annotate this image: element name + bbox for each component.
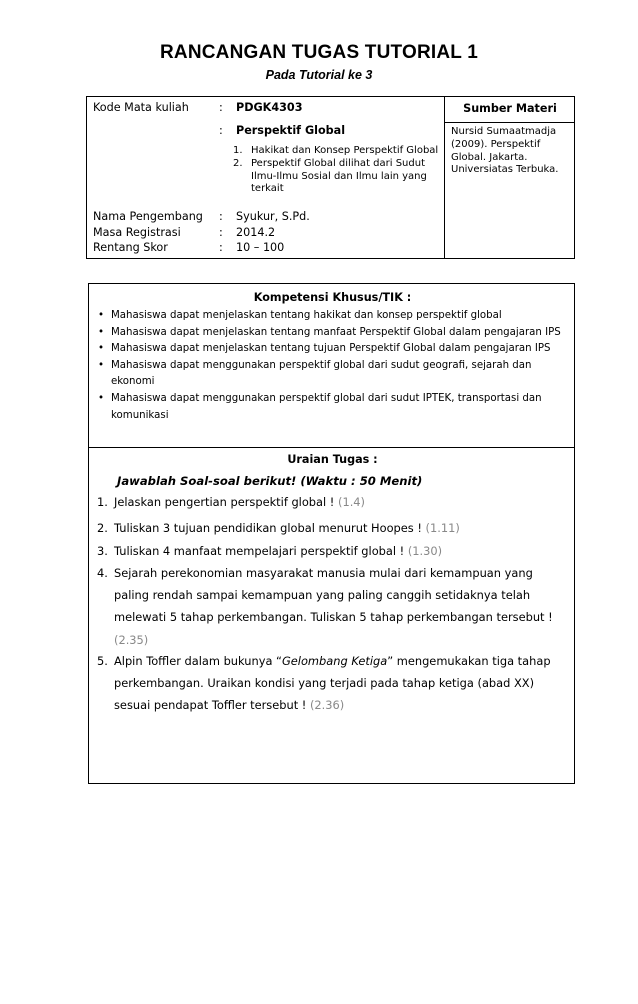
topic-value: Perspektif Global (236, 124, 346, 137)
question-item (97, 562, 567, 651)
topic-text: Perspektif Global dilihat dari Sudut Ilmu-Ilmu Sosial dan Ilmu lain yang terkait (251, 158, 427, 195)
list-item (97, 358, 572, 391)
document-subtitle: Pada Tutorial ke 3 (265, 68, 373, 82)
kompetensi-text: Mahasiswa dapat menggunakan perspektif global dari sudut geografi, sejarah dan ekonomi (111, 359, 532, 388)
kode-label: Kode Mata kuliah (93, 101, 189, 114)
question-number: 1. (97, 495, 108, 509)
kompetensi-text: Mahasiswa dapat menjelaskan tentang manfaat Perspektif Global dalam pengajaran IPS (111, 326, 561, 338)
question-ref: (2.36) (309, 698, 345, 713)
colon: : (219, 210, 223, 223)
instruction: Jawablah Soal-soal berikut! (Waktu : 50 Menit) (117, 474, 423, 488)
book-title: Gelombang Ketiga (281, 654, 388, 668)
kompetensi-heading: Kompetensi Khusus/TIK : (253, 291, 412, 304)
question-text: ” mengemukakan tiga tahap perkembangan. Uraikan kondisi yang terjadi pada tahap ketiga (abad XX) sesuai pendapat Toffler tersebut ! (114, 654, 551, 713)
question-text: Alpin Toffler dalam bukunya “ (114, 654, 282, 668)
colon: : (219, 226, 223, 239)
kompetensi-text: Mahasiswa dapat menggunakan perspektif global dari sudut IPTEK, transportasi dan komunikasi (111, 392, 542, 421)
bullet-icon: • (98, 343, 105, 355)
question-ref: (1.4) (338, 495, 366, 509)
list-item (97, 308, 572, 325)
question-item (97, 650, 567, 717)
question-text: Tuliskan 4 manfaat mempelajari perspektif global ! (114, 544, 408, 558)
topic-list (233, 145, 443, 197)
sumber-header-divider (444, 122, 574, 123)
topic-text: Hakikat dan Konsep Perspektif Global (251, 145, 439, 156)
question-text: Sejarah perekonomian masyarakat manusia mulai dari kemampuan yang paling rendah sampai kemampuan yang paling canggih setidaknya telah melewati 5 tahap perkembangan. Tuliskan 5 tahap perkembangan tersebut ! (114, 566, 553, 625)
skor-label: Rentang Skor (93, 241, 168, 254)
bullet-icon: • (98, 392, 105, 404)
question-ref: (2.35) (114, 632, 149, 647)
bullet-icon: • (98, 326, 105, 338)
skor-value: 10 – 100 (236, 241, 285, 254)
pengembang-value: Syukur, S.Pd. (236, 210, 310, 223)
sumber-body: Nursid Sumaatmadja (2009). Perspektif Global. Jakarta. Universiatas Terbuka. (451, 126, 559, 176)
colon: : (219, 101, 223, 114)
pengembang-label: Nama Pengembang (93, 210, 203, 223)
question-item (97, 540, 567, 562)
topic-item (233, 158, 443, 195)
kode-value: PDGK4303 (236, 101, 303, 114)
question-ref: (1.30) (407, 544, 443, 558)
question-ref: (1.11) (425, 521, 460, 535)
question-text: Jelaskan pengertian perspektif global ! (114, 495, 338, 509)
document-title: RANCANGAN TUGAS TUTORIAL 1 (159, 42, 478, 63)
question-item (97, 491, 567, 513)
sumber-header: Sumber Materi (463, 102, 557, 115)
section-divider (89, 447, 574, 448)
registrasi-value: 2014.2 (236, 226, 276, 239)
registrasi-label: Masa Registrasi (93, 226, 181, 239)
question-number: 5. (97, 654, 108, 668)
topic-number: 1. (233, 145, 243, 156)
list-item (97, 341, 572, 358)
uraian-heading: Uraian Tugas : (287, 453, 378, 466)
question-item (97, 517, 567, 539)
bullet-icon: • (98, 310, 105, 321)
tasks-table (88, 283, 575, 784)
question-text: Tuliskan 3 tujuan pendidikan global menurut Hoopes ! (114, 521, 426, 535)
kompetensi-text: Mahasiswa dapat menjelaskan tentang hakikat dan konsep perspektif global (111, 310, 502, 321)
info-table (86, 96, 575, 259)
kompetensi-list (97, 308, 572, 424)
topic-item (233, 145, 443, 157)
list-item (97, 325, 572, 342)
question-number: 2. (97, 521, 108, 535)
list-item (97, 391, 572, 424)
topic-number: 2. (233, 158, 243, 170)
question-number: 3. (97, 544, 108, 558)
question-number: 4. (97, 566, 108, 580)
colon: : (219, 124, 223, 137)
bullet-icon: • (98, 359, 105, 371)
colon: : (219, 241, 223, 254)
kompetensi-text: Mahasiswa dapat menjelaskan tentang tujuan Perspektif Global dalam pengajaran IPS (111, 343, 551, 355)
